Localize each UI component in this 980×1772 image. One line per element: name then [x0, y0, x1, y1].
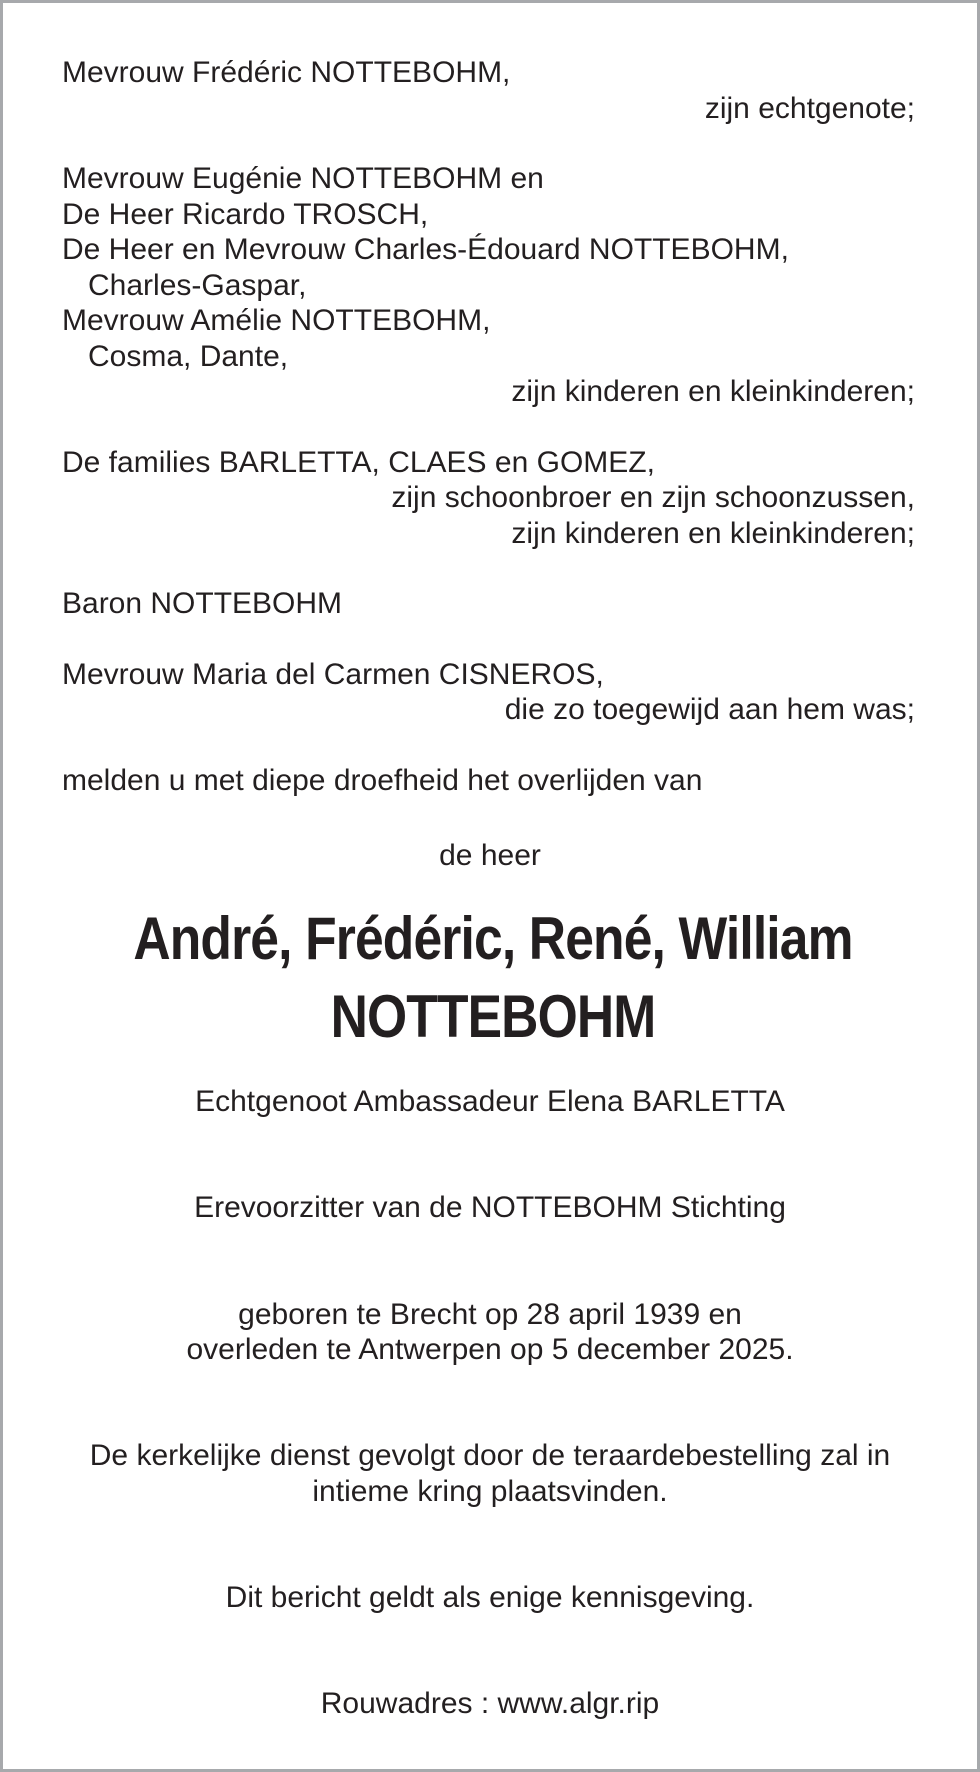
grandchild-line: Cosma, Dante,: [88, 340, 289, 373]
child-line: De Heer en Mevrouw Charles-Édouard NOTTEBOHM,: [62, 233, 789, 266]
honorary-title: Erevoorzitter van de NOTTEBOHM Stichting: [194, 1191, 786, 1224]
families-relation: zijn schoonbroer en zijn schoonzussen,: [391, 481, 915, 514]
announcement-text: melden u met diepe droefheid het overlijden van: [62, 764, 703, 797]
spouse-relation: zijn echtgenote;: [704, 92, 915, 125]
deceased-surname: NOTTEBOHM: [330, 983, 656, 1050]
carer-name: Mevrouw Maria del Carmen CISNEROS,: [62, 658, 604, 691]
families-name: De families BARLETTA, CLAES en GOMEZ,: [62, 446, 655, 479]
child-line: De Heer Ricardo TROSCH,: [62, 198, 429, 231]
children-relation: zijn kinderen en kleinkinderen;: [511, 375, 915, 408]
baron-name: Baron NOTTEBOHM: [62, 587, 343, 620]
grandchild-line: Charles-Gaspar,: [88, 269, 307, 302]
service-line: De kerkelijke dienst gevolgt door de teraardebestelling zal in: [89, 1439, 891, 1472]
child-line: Mevrouw Eugénie NOTTEBOHM en: [62, 162, 544, 195]
birth-line: geboren te Brecht op 28 april 1939 en: [238, 1298, 742, 1331]
child-line: Mevrouw Amélie NOTTEBOHM,: [62, 304, 491, 337]
families-relation: zijn kinderen en kleinkinderen;: [511, 517, 915, 550]
notice-line: Dit bericht geldt als enige kennisgeving.: [225, 1581, 755, 1614]
address-line: Rouwadres : www.algr.rip: [320, 1687, 660, 1720]
carer-relation: die zo toegewijd aan hem was;: [504, 693, 915, 726]
deceased-given-names: André, Frédéric, René, William: [133, 905, 853, 972]
death-line: overleden te Antwerpen op 5 december 2025.: [186, 1333, 794, 1366]
salutation: de heer: [439, 839, 541, 872]
spouse-detail: Echtgenoot Ambassadeur Elena BARLETTA: [195, 1085, 785, 1118]
spouse-name: Mevrouw Frédéric NOTTEBOHM,: [62, 56, 511, 89]
service-line: intieme kring plaatsvinden.: [312, 1475, 668, 1508]
